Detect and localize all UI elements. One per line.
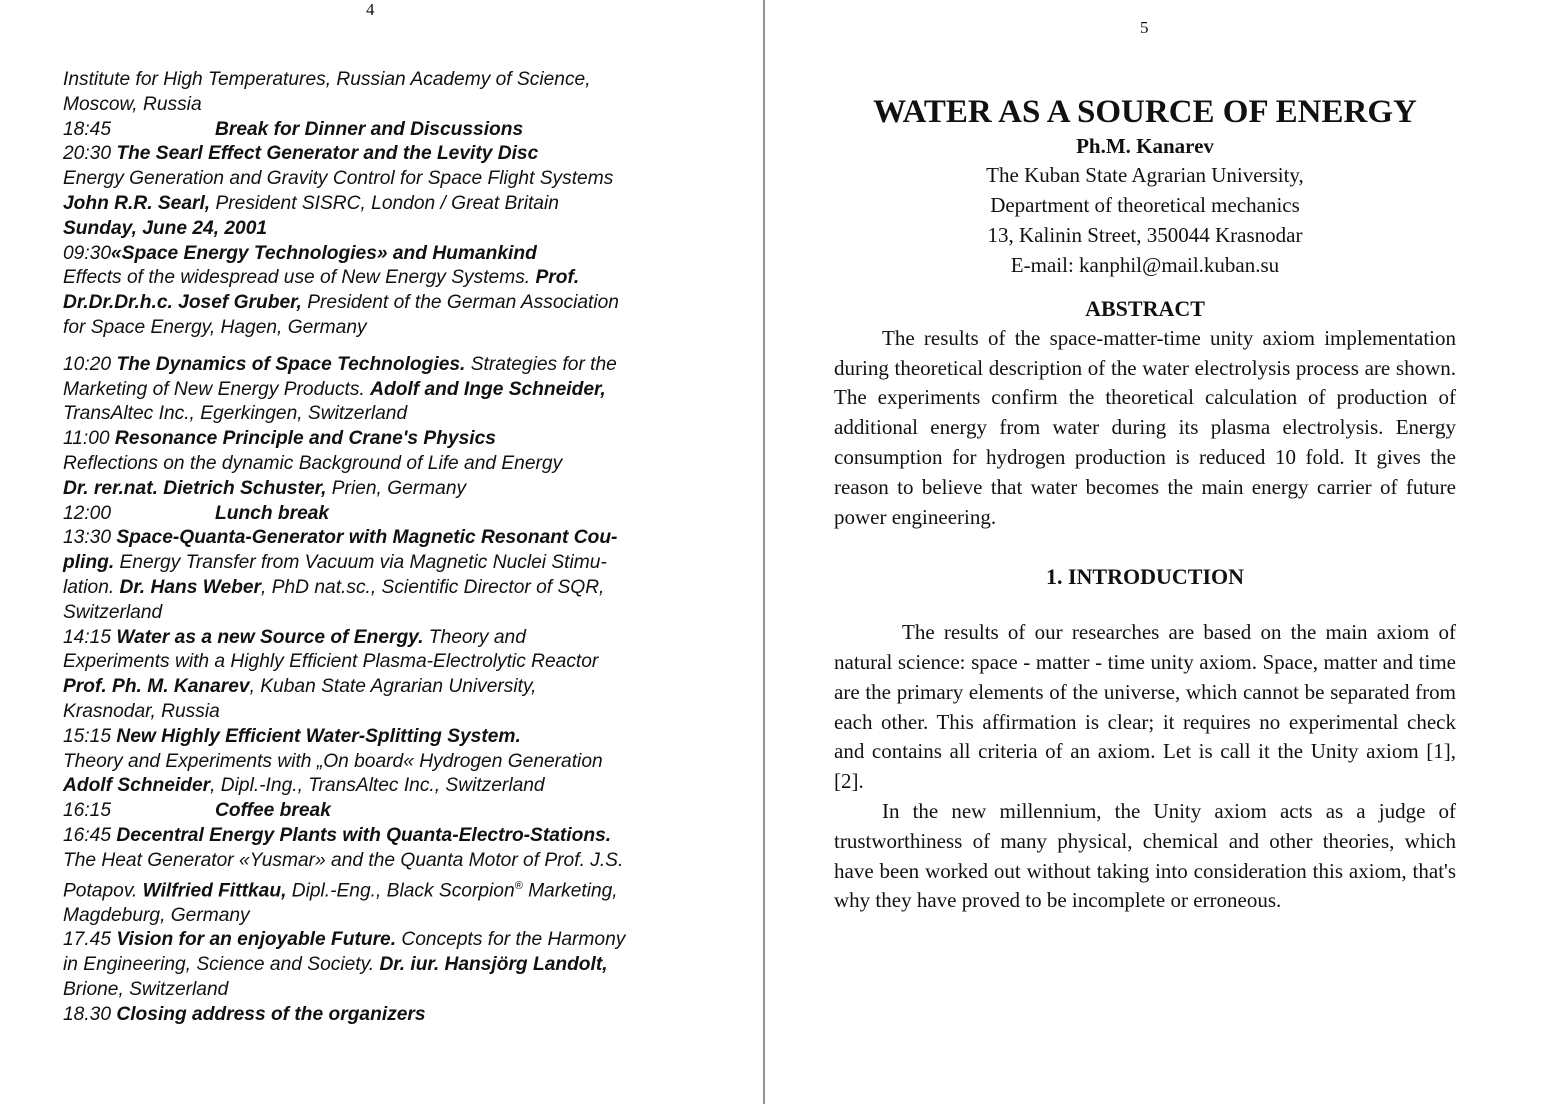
program-emphasis: The Searl Effect Generator and the Levity Disc [116,143,539,165]
program-line [63,700,703,725]
introduction-paragraph: The results of our researches are based on the main axiom of natural science: space - matter - time unity axiom. Space, matter and time are the primary elements of the universe, which cannot be separated from each other. This affirmation is clear; it requires no experimental check and contains all criteria of an axiom. Let is call it the Unity axiom [1], [2]. [834,620,1456,794]
program-line [63,118,703,143]
program-text: Energy Transfer from Vacuum via Magnetic Nuclei Stimu- [114,552,607,574]
program-line [63,551,703,576]
program-emphasis: Vision for an enjoyable Future. [116,929,397,951]
program-text: Dipl.-Eng., Black Scorpion [286,879,515,901]
program-emphasis: Prof. [535,267,580,289]
program-line [63,142,703,167]
program-text: in Engineering, Science and Society. [63,954,380,976]
program-emphasis: Dr.Dr.Dr.h.c. Josef Gruber, [63,292,302,314]
program-text: 17.45 [63,929,117,951]
program-line [63,1003,703,1028]
program-emphasis: Sunday, June 24, 2001 [63,217,268,239]
program-emphasis: Adolf Schneider [63,775,211,797]
article-author: Ph.M. Kanarev [1076,134,1214,158]
program-text: Theory and Experiments with „On board« Hydrogen Generation [63,750,603,772]
program-text: Brione, Switzerland [63,979,229,1001]
right-page [770,0,1559,1104]
article [834,92,1456,916]
program-line [63,626,703,651]
program-emphasis: pling. [63,552,115,574]
program-line [63,68,703,93]
program-emphasis: The Dynamics of Space Technologies. [116,353,466,375]
program-time: 18:45 [63,118,112,140]
program-text: 13:30 [63,527,117,549]
program-line [63,477,703,502]
program-emphasis: Wilfried Fittkau, [142,879,287,901]
abstract-text: The results of the space-matter-time unity axiom implementation during theoretical description of the water electrolysis process are shown. The experiments confirm the theoretical calculation of production of additional energy from water during its plasma electrolysis. Energy consumption for hydrogen production is reduced 10 fold. It gives the reason to believe that water becomes the main energy carrier of future power engineering. [834,325,1456,529]
page-gutter [763,0,765,1104]
program-text: 11:00 [63,428,115,450]
program-emphasis: Coffee break [215,800,331,822]
program-spacer [63,341,703,353]
program-line [63,452,703,477]
program-text: Experiments with a Highly Efficient Plasma-Electrolytic Reactor [63,651,599,673]
program-text: The Heat Generator «Yusmar» and the Quanta Motor of Prof. J.S. [63,849,624,871]
program-line [63,167,703,192]
program-emphasis: Prof. Ph. M. Kanarev [63,676,250,698]
affiliation-line: 13, Kalinin Street, 350044 Krasnodar [987,223,1303,247]
program-line [63,953,703,978]
program-line [63,402,703,427]
registered-mark: ® [514,879,523,892]
program-text: Moscow, Russia [63,93,202,115]
program-line [63,904,703,929]
program-line [63,725,703,750]
left-page [0,0,760,1104]
affiliation-line: Department of theoretical mechanics [990,193,1300,217]
program-emphasis: «Space Energy Technologies» and Humankind [111,242,537,264]
program-emphasis: New Highly Efficient Water-Splitting System. [116,725,521,747]
article-title: WATER AS A SOURCE OF ENERGY [873,94,1417,130]
program-line [63,978,703,1003]
program-time: 12:00 [63,502,112,524]
program-text: 18.30 [63,1003,117,1025]
program-text: 16:45 [63,824,117,846]
program-text: for Space Energy, Hagen, Germany [63,316,367,338]
program-text: President of the German Association [301,292,619,314]
conference-program [63,68,703,1028]
program-text: Marketing, [522,879,618,901]
program-text: 15:15 [63,725,117,747]
program-line [63,650,703,675]
program-line [63,849,703,874]
program-text: , Dipl.-Ing., TransAltec Inc., Switzerland [210,775,545,797]
program-text: 10:20 [63,353,117,375]
program-line [63,750,703,775]
program-line [63,928,703,953]
program-emphasis: Break for Dinner and Discussions [215,118,524,140]
program-emphasis: Space-Quanta-Generator with Magnetic Resonant Cou- [116,527,618,549]
program-text: 20:30 [63,143,117,165]
program-text: Theory and [423,626,526,648]
program-emphasis: Closing address of the organizers [116,1003,426,1025]
affiliation-line: The Kuban State Agrarian University, [986,163,1304,187]
abstract-heading: ABSTRACT [1085,296,1205,321]
program-line [63,601,703,626]
program-line [63,93,703,118]
program-text: Strategies for the [465,353,617,375]
program-emphasis: Adolf and Inge Schneider, [370,378,606,400]
program-emphasis: Dr. rer.nat. Dietrich Schuster, [63,477,327,499]
author-email: E-mail: kanphil@mail.kuban.su [1010,253,1280,277]
program-line [63,799,703,824]
program-line [63,774,703,799]
page-number-right: 5 [1140,18,1149,37]
program-line [63,874,703,904]
program-text: 09:30 [63,242,112,264]
program-line [63,526,703,551]
program-emphasis: Water as a new Source of Energy. [116,626,424,648]
introduction-paragraph: In the new millennium, the Unity axiom acts as a judge of trustworthiness of many physical, chemical and other theories, which have been worked out without taking into consideration this axiom, that's why they have proved to be incomplete or erroneous. [834,798,1456,913]
program-text: , PhD nat.sc., Scientific Director of SQR, [261,576,605,598]
program-text: Prien, Germany [326,477,467,499]
program-text: lation. [63,576,120,598]
program-line [63,316,703,341]
program-text: Magdeburg, Germany [63,904,250,926]
program-text: Concepts for the Harmony [396,929,626,951]
program-text: Energy Generation and Gravity Control for Space Flight Systems [63,168,614,190]
program-text: Switzerland [63,601,163,623]
program-line [63,217,703,242]
program-text: , Kuban State Agrarian University, [249,676,537,698]
program-emphasis: Dr. iur. Hansjörg Landolt, [379,954,608,976]
introduction-heading: 1. INTRODUCTION [1045,564,1245,590]
program-line [63,378,703,403]
program-text: President SISRC, London / Great Britain [210,192,559,214]
program-line [63,824,703,849]
program-line [63,242,703,267]
program-time: 16:15 [63,800,112,822]
program-text: Krasnodar, Russia [63,700,220,722]
program-text: Institute for High Temperatures, Russian Academy of Science, [63,69,591,90]
program-emphasis: John R.R. Searl, [63,192,211,214]
program-line [63,266,703,291]
page-number-left: 4 [366,0,375,19]
program-text: Potapov. [63,879,143,901]
program-line [63,502,703,527]
program-line [63,291,703,316]
program-line [63,427,703,452]
program-line [63,192,703,217]
program-line [63,576,703,601]
program-text: Reflections on the dynamic Background of Life and Energy [63,452,563,474]
program-emphasis: Lunch break [215,502,330,524]
program-emphasis: Decentral Energy Plants with Quanta-Electro-Stations. [116,824,612,846]
program-emphasis: Dr. Hans Weber [119,576,262,598]
program-text: TransAltec Inc., Egerkingen, Switzerland [63,403,408,425]
program-text: Effects of the widespread use of New Energy Systems. [63,267,536,289]
program-text: 14:15 [63,626,117,648]
program-line [63,353,703,378]
program-line [63,675,703,700]
program-text: Marketing of New Energy Products. [63,378,371,400]
program-emphasis: Resonance Principle and Crane's Physics [114,428,496,450]
